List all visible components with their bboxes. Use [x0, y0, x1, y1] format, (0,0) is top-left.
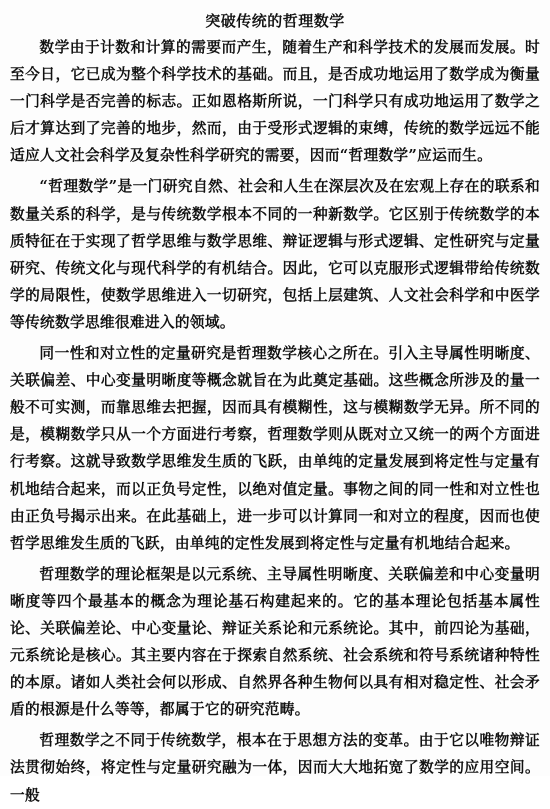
paragraph-1: 数学由于计数和计算的需要而产生，随着生产和科学技术的发展而发展。时至今日，它已成为整个科学技术的基础。而且，是否成功地运用了数学成为衡量一门科学是否完善的标志。正如恩格斯所说，一门科学只有成功地运用了数学之后才算达到了完善的地步，然而，由于受形式逻辑的束缚，传统的数学远远不能适应人文社会科学及复杂性科学研究的需要，因而“哲理数学”应运而生。 [10, 39, 540, 165]
paragraph-5: 哲理数学之不同于传统数学，根本在于思想方法的变革。由于它以唯物辩证法贯彻始终，将定性与定量研究融为一体，因而大大地拓宽了数学的应用空间。一般 [10, 732, 540, 804]
paragraph-4: 哲理数学的理论框架是以元系统、主导属性明晰度、关联偏差和中心变量明晰度等四个最基本的概念为理论基石构建起来的。它的基本理论包括基本属性论、关联偏差论、中心变量论、辩证关系论和元系统论。其中，前四论为基础，元系统论是核心。其主要内容在于探索自然系统、社会系统和符号系统诸种特性的本原。诸如人类社会何以形成、自然界各种生物何以具有相对稳定性、社会矛盾的根源是什么等等，都属于它的研究范畴。 [10, 565, 540, 719]
paragraph-3: 同一性和对立性的定量研究是哲理数学核心之所在。引入主导属性明晰度、关联偏差、中心变量明晰度等概念就旨在为此奠定基础。这些概念所涉及的量一般不可实测，而靠思维去把握，因而具有模糊性，这与模糊数学无异。所不同的是，模糊数学只从一个方面进行考察，哲理数学则从既对立又统一的两个方面进行考察。这就导致数学思维发生质的飞跃，由单纯的定量发展到将定性与定量有机地结合起来，而以正负号定性，以绝对值定量。事物之间的同一性和对立性也由正负号揭示出来。在此基础上，进一步可以计算同一和对立的程度，因而也使哲学思维发生质的飞跃，由单纯的定性发展到将定性与定量有机地结合起来。 [10, 345, 540, 552]
document-title: 突破传统的哲理数学 [205, 12, 345, 30]
paragraph-2: “哲理数学”是一门研究自然、社会和人生在深层次及在宏观上存在的联系和数量关系的科学，是与传统数学根本不同的一种新数学。它区别于传统数学的本质特征在于实现了哲学思维与数学思维、辩证逻辑与形式逻辑、定性研究与定量研究、传统文化与现代科学的有机结合。因此，它可以克服形式逻辑带给传统数学的局限性，使数学思维进入一切研究，包括上层建筑、人文社会科学和中医学等传统数学思维很难进入的领域。 [10, 178, 540, 331]
